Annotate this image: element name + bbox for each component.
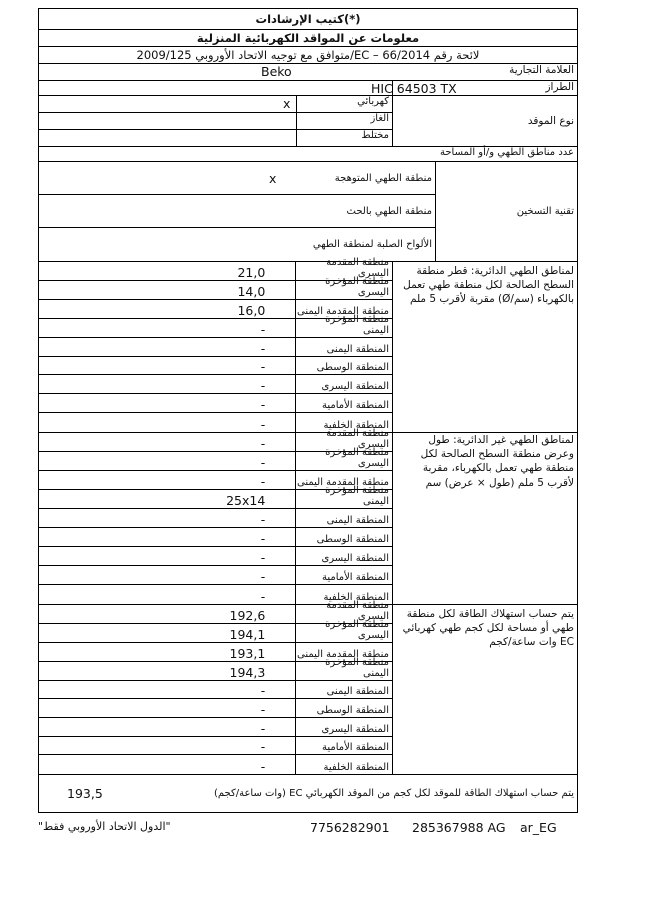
brand-value: Beko: [261, 64, 292, 79]
heating-solid: [39, 228, 435, 260]
stove-type-label: الغاز: [296, 113, 392, 129]
stove-type-label: كهربائي: [296, 96, 392, 112]
zone-value: -: [260, 683, 266, 699]
model-label: الطراز: [545, 81, 574, 93]
zone-name: المنطقة اليمنى: [295, 338, 392, 356]
zones-count-label: عدد مناطق الطهي و/أو المساحة: [440, 147, 574, 158]
zone-name: منطقة المقدمة اليسرى: [295, 433, 392, 451]
zone-row: [39, 755, 392, 774]
model-row: [38, 80, 578, 96]
zone-value: 21,0: [237, 265, 266, 280]
zone-name: المنطقة الوسطى: [295, 357, 392, 375]
zone-name: منطقة المقدمة اليسرى: [295, 262, 392, 280]
zone-value: -: [260, 702, 266, 718]
total-label: يتم حساب استهلاك الطاقة للموقد لكل كجم من الموقد الكهربائي EC (وات ساعة/كجم): [213, 788, 574, 799]
zone-value: -: [260, 739, 266, 755]
footer-code1: 285367988 AG: [412, 820, 506, 835]
zone-row: [39, 313, 392, 338]
zone-row: [39, 737, 392, 756]
heating-type-label: منطقة الطهي المتوهجة: [334, 172, 432, 184]
zone-name: منطقة المقدمة اليمنى: [295, 300, 392, 318]
heating-mark: x: [269, 170, 277, 186]
zone-row: [39, 447, 392, 471]
page-subtitle: معلومات عن المواقد الكهربائية المنزلية: [196, 31, 420, 45]
zones-count-row: [38, 147, 578, 162]
zone-name: منطقة المؤخرة اليمنى: [295, 319, 392, 337]
zone-name: المنطقة اليمنى: [295, 681, 392, 699]
zone-value: 14,0: [237, 284, 266, 299]
circular-section: [38, 257, 578, 433]
zone-value: 25x14: [226, 493, 266, 508]
zone-row: [39, 357, 392, 376]
stove-type-mixed: [39, 130, 392, 146]
heating-heading: تقنية التسخين: [516, 206, 574, 217]
model-value: HIC 64503 TX: [371, 81, 457, 96]
energy-zones: [39, 600, 393, 775]
zone-row: [39, 699, 392, 718]
zone-value: -: [260, 340, 266, 356]
zone-row: [39, 681, 392, 700]
zone-value: 194,3: [229, 664, 266, 680]
stove-type-electric: [39, 96, 392, 113]
zone-row: [39, 718, 392, 737]
zone-name: منطقة المقدمة اليمنى: [295, 643, 392, 661]
zone-row: [39, 509, 392, 528]
stove-type-row: [38, 96, 578, 147]
zone-value: -: [260, 455, 266, 470]
zone-value: -: [260, 759, 266, 775]
zone-name: منطقة المقدمة اليسرى: [295, 605, 392, 623]
regulation-text: لائحة رقم EC – 66/2014/متوافق مع توجيه الاتحاد الأوروبي 2009/125: [136, 48, 480, 62]
total-value: 193,5: [67, 786, 103, 801]
energy-section: [38, 600, 578, 775]
zone-value: -: [260, 550, 266, 565]
zone-value: -: [260, 321, 266, 337]
zone-name: منطقة المؤخرة اليسرى: [295, 452, 392, 470]
model-value-cell: [39, 81, 457, 96]
subtitle-row: [38, 30, 578, 47]
brand-label: العلامة التجارية: [509, 64, 574, 76]
zone-value: 16,0: [237, 302, 266, 318]
zone-name: المنطقة الأمامية: [295, 566, 392, 584]
stove-type-mark: x: [283, 96, 291, 111]
stove-type-options: [39, 96, 393, 146]
zone-value: -: [260, 359, 266, 375]
zone-name: المنطقة الوسطى: [295, 528, 392, 546]
zone-value: -: [260, 436, 266, 451]
zone-name: المنطقة الخلفية: [295, 755, 392, 774]
regulation-row: [38, 47, 578, 64]
zone-name: المنطقة الخلفية: [295, 585, 392, 604]
zone-row: [39, 485, 392, 509]
footer-note: "الدول الاتحاد الأوروبي فقط": [38, 820, 171, 833]
zone-row: [39, 619, 392, 643]
zone-name: منطقة المؤخرة اليمنى: [295, 662, 392, 680]
zone-value: -: [260, 378, 266, 394]
total-row: [38, 775, 578, 813]
zone-name: منطقة المقدمة اليمنى: [295, 471, 392, 489]
heating-options: [39, 162, 436, 261]
noncircular-label: لمناطق الطهي غير الدائرية: طول وعرض منطقة السطح الصالحة لكل منطقة طهي تعمل بالكهرباء، مقربة لأقرب 5 ملم (طول × عرض) سم: [420, 434, 574, 489]
zone-value: -: [260, 720, 266, 736]
noncircular-zones: [39, 428, 393, 604]
circular-zones: [39, 257, 393, 432]
brand-row: [38, 64, 578, 80]
zone-value: -: [260, 531, 266, 546]
zone-name: منطقة المؤخرة اليسرى: [295, 624, 392, 642]
zone-row: [39, 656, 392, 681]
zone-value: -: [260, 589, 266, 604]
stove-type-heading: نوع الموقد: [527, 115, 574, 127]
heating-induction: [39, 195, 435, 228]
heating-type-label: منطقة الطهي بالحث: [346, 205, 432, 217]
zone-name: المنطقة الخلفية: [295, 413, 392, 432]
zone-name: المنطقة اليسرى: [295, 547, 392, 565]
zone-row: [39, 566, 392, 585]
zone-value: 194,1: [229, 627, 266, 642]
heating-radiant: [39, 162, 435, 195]
page-title: (*)كتيب الإرشادات: [255, 12, 361, 26]
zone-name: منطقة المؤخرة اليمنى: [295, 490, 392, 508]
stove-type-label: مختلط: [296, 130, 392, 146]
zone-name: المنطقة اليمنى: [295, 509, 392, 527]
zone-value: -: [260, 512, 266, 527]
zone-value: 192,6: [229, 608, 266, 623]
zone-name: المنطقة اليسرى: [295, 718, 392, 736]
footer-locale: ar_EG: [520, 820, 557, 835]
title-row: [38, 8, 578, 30]
heating-type-label: الألواح الصلبة لمنطقة الطهي: [312, 238, 432, 250]
spec-sheet: [38, 8, 578, 813]
zone-value: -: [260, 474, 266, 489]
zone-row: [39, 547, 392, 566]
zone-row: [39, 375, 392, 394]
zone-value: -: [260, 397, 266, 413]
stove-type-gas: [39, 113, 392, 130]
zone-name: المنطقة الأمامية: [295, 737, 392, 755]
noncircular-section: [38, 428, 578, 604]
zone-row: [39, 338, 392, 357]
energy-label: يتم حساب استهلاك الطاقة لكل منطقة طهي أو مساحة لكل كجم طهي كهربائي EC وات ساعة/كجم: [402, 608, 574, 649]
circular-label: لمناطق الطهي الدائرية: قطر منطقة السطح الصالحة لكل منطقة طهي تعمل بالكهرباء (سم/Ø) مقربة لأقرب 5 ملم: [403, 265, 574, 306]
zone-value: -: [260, 569, 266, 584]
zone-value: 193,1: [229, 645, 266, 661]
zone-row: [39, 276, 392, 300]
zone-row: [39, 528, 392, 547]
zone-name: منطقة المؤخرة اليسرى: [295, 281, 392, 299]
heating-row: [38, 162, 578, 262]
zone-name: المنطقة الأمامية: [295, 394, 392, 412]
zone-name: المنطقة اليسرى: [295, 375, 392, 393]
zone-row: [39, 394, 392, 413]
zone-value: -: [260, 416, 266, 432]
zone-name: المنطقة الوسطى: [295, 699, 392, 717]
footer-code2: 7756282901: [310, 820, 390, 835]
